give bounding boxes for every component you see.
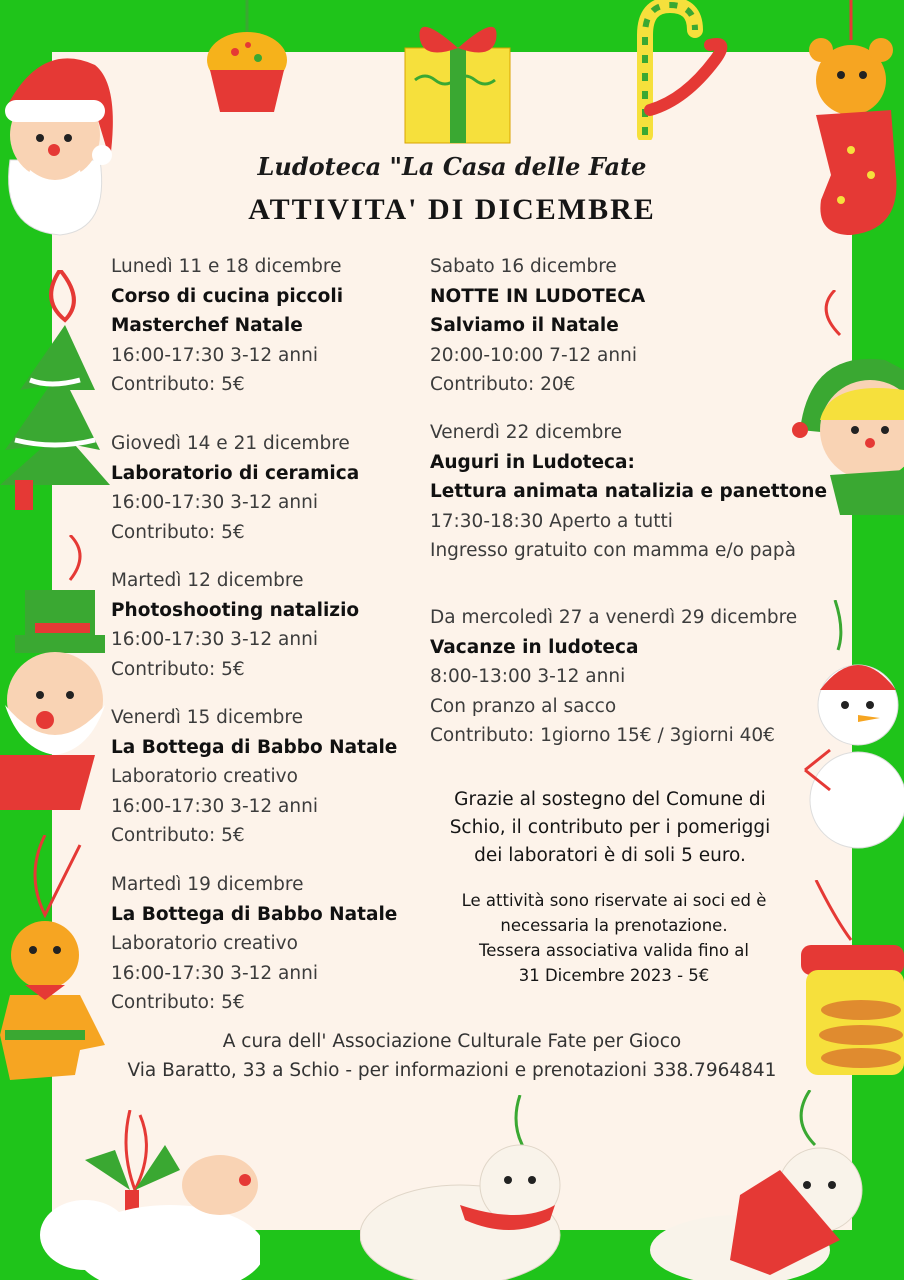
event-time: 16:00-17:30 3-12 anni <box>111 962 318 984</box>
event-time: 16:00-17:30 3-12 anni <box>111 492 318 513</box>
event-fee: Contributo: 5€ <box>111 521 245 543</box>
event-time: 20:00-10:00 7-12 anni <box>430 344 637 366</box>
event-fee: Contributo: 5€ <box>111 374 245 395</box>
snowman-elf-icon <box>0 535 110 815</box>
note-line: 31 Dicembre 2023 - 5€ <box>518 966 710 985</box>
candy-cane-icon <box>615 0 730 140</box>
event-time: 17:30-18:30 Aperto a tutti <box>430 510 673 532</box>
snowman-icon <box>800 600 904 850</box>
event-block <box>430 603 797 751</box>
cupcake-icon <box>200 0 295 120</box>
event-title: Salviamo il Natale <box>430 315 619 336</box>
note-line: Tessera associativa valida fino al <box>478 941 749 960</box>
footer <box>0 1027 904 1085</box>
event-fee: Contributo: 1giorno 15€ / 3giorni 40€ <box>430 725 775 746</box>
event-block <box>430 418 827 566</box>
event-block <box>430 252 645 400</box>
gift-icon <box>395 0 520 150</box>
event-title: Corso di cucina piccoli <box>111 285 344 307</box>
event-title: La Bottega di Babbo Natale <box>111 903 398 925</box>
note-line: Schio, il contributo per i pomeriggi <box>449 817 771 838</box>
event-block <box>111 703 397 851</box>
note-line: Le attività sono riservate ai soci ed è <box>461 891 767 910</box>
christmas-tree-icon <box>0 270 110 510</box>
event-fee: Contributo: 5€ <box>111 992 245 1013</box>
event-date: Venerdì 15 dicembre <box>111 707 303 728</box>
event-block <box>111 566 359 684</box>
event-title: Photoshooting natalizio <box>111 599 360 621</box>
event-title: Laboratorio di ceramica <box>111 462 360 484</box>
footer-contact: Via Baratto, 33 a Schio - per informazioni e prenotazioni 338.7964841 <box>127 1060 777 1081</box>
event-title: Vacanze in ludoteca <box>430 636 639 658</box>
event-fee: Contributo: 5€ <box>111 658 245 680</box>
event-date: Da mercoledì 27 a venerdì 29 dicembre <box>430 607 798 628</box>
event-subtitle: Laboratorio creativo <box>111 933 298 954</box>
note-line: Grazie al sostegno del Comune di <box>454 789 766 810</box>
event-date: Venerdì 22 dicembre <box>430 422 622 443</box>
event-fee: Ingresso gratuito con mamma e/o papà <box>430 540 796 561</box>
note-line: dei laboratori è di soli 5 euro. <box>474 845 746 866</box>
note-line: necessaria la prenotazione. <box>500 916 728 935</box>
support-note <box>410 786 810 870</box>
membership-note <box>410 888 818 988</box>
seal-icon <box>640 1090 904 1280</box>
event-date: Martedì 19 dicembre <box>111 874 304 895</box>
event-extra: Con pranzo al sacco <box>430 695 617 717</box>
event-date: Sabato 16 dicembre <box>430 256 617 277</box>
event-date: Giovedì 14 e 21 dicembre <box>111 433 350 454</box>
event-title: Auguri in Ludoteca: <box>430 451 635 473</box>
footer-organizer: A cura dell' Associazione Culturale Fate per Gioco <box>222 1031 682 1052</box>
event-title: Masterchef Natale <box>111 315 303 336</box>
sheep-icon <box>30 1110 260 1280</box>
event-time: 16:00-17:30 3-12 anni <box>111 344 318 366</box>
event-time: 8:00-13:00 3-12 anni <box>430 666 626 687</box>
event-title: Lettura animata natalizia e panettone <box>430 481 828 502</box>
event-title: NOTTE IN LUDOTECA <box>430 285 646 307</box>
script-title: Ludoteca "La Casa delle Fate <box>257 152 647 181</box>
event-block <box>111 870 397 1018</box>
event-date: Martedì 12 dicembre <box>111 570 304 591</box>
event-fee: Contributo: 20€ <box>430 374 576 395</box>
event-fee: Contributo: 5€ <box>111 825 245 846</box>
polar-bear-icon <box>360 1095 575 1280</box>
event-date: Lunedì 11 e 18 dicembre <box>111 256 342 277</box>
page-title: ATTIVITA' DI DICEMBRE <box>248 193 656 226</box>
event-subtitle: Laboratorio creativo <box>111 766 298 787</box>
event-title: La Bottega di Babbo Natale <box>111 736 398 758</box>
event-time: 16:00-17:30 3-12 anni <box>111 795 318 817</box>
event-block <box>111 252 343 400</box>
event-block <box>111 429 359 547</box>
event-time: 16:00-17:30 3-12 anni <box>111 629 318 650</box>
